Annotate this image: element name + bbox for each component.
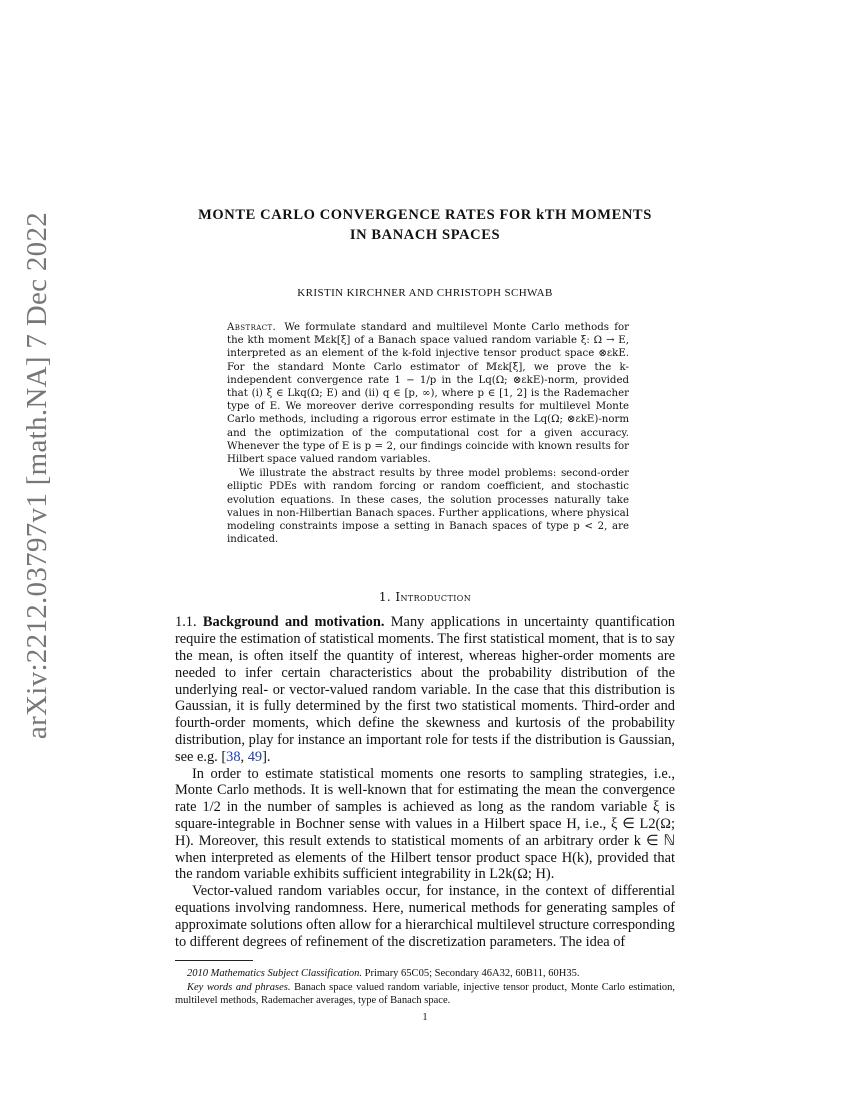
footnote-keywords xyxy=(175,981,675,1008)
section-title: 1. Introduction xyxy=(378,590,472,605)
keywords-text: Banach space valued random variable, injective tensor product, Monte Carlo estimation, multilevel methods, Rademacher averages, type of Banach space. xyxy=(175,981,676,1007)
page-content xyxy=(175,205,675,1023)
citation-separator: , xyxy=(240,748,248,765)
msc-text: Primary 65C05; Secondary 46A32, 60B11, 60H35. xyxy=(364,968,580,980)
subsection-title: Background and motivation. xyxy=(202,614,385,631)
body-paragraph-2: In order to estimate statistical moments one resorts to sampling strategies, i.e., Monte Carlo methods. It is well-known that for estimating the mean the convergence rate 1/2 in the number of samples is achieved as long as the random variable ξ is square-integrable in Bochner sense with values in a Hilbert space H, i.e., ξ ∈ L2(Ω; H). Moreover, this result extends to statistical moments of an arbitrary order k ∈ ℕ when interpreted as elements of the Hilbert tensor product space H(k), provided that the random variable exhibits sufficient integrability in L2k(Ω; H). xyxy=(175,765,675,883)
body-text xyxy=(175,614,675,950)
footnotes xyxy=(175,967,675,1007)
paragraph-1-end: ]. xyxy=(262,748,271,765)
abstract-label: Abstract. xyxy=(227,322,277,333)
citation-link[interactable]: 38 xyxy=(226,748,241,765)
subsection-number: 1.1. xyxy=(175,614,197,631)
arxiv-identifier-text: arXiv:2212.03797v1 [math.NA] 7 Dec 2022 xyxy=(21,211,54,739)
title-line-1: MONTE CARLO CONVERGENCE RATES FOR kTH MOMENTS xyxy=(198,207,652,223)
arxiv-identifier xyxy=(16,211,60,739)
abstract xyxy=(227,321,629,546)
msc-label: 2010 Mathematics Subject Classification. xyxy=(187,968,362,980)
abstract-text-1: We formulate standard and multilevel Monte Carlo methods for the kth moment 𝕄εk[ξ] of a Banach space valued random variable ξ: Ω → E, interpreted as an element of the k-fold injective tensor product space ⊗εkE. For the standard Monte Carlo estimator of 𝕄εk[ξ], we prove the k-independent convergence rate 1 − 1/p in the Lq(Ω; ⊗εkE)-norm, provided that (i) ξ ∈ Lkq(Ω; E) and (ii) q ∈ [p, ∞), where p ∈ [1, 2] is the Rademacher type of E. We moreover derive corresponding results for multilevel Monte Carlo methods, including a rigorous error estimate in the Lq(Ω; ⊗εkE)-norm and the optimization of the computational cost for a given accuracy. Whenever the type of E is p = 2, our findings coincide with known results for Hilbert space valued random variables. xyxy=(227,322,629,466)
body-paragraph-1 xyxy=(175,614,675,765)
keywords-label: Key words and phrases. xyxy=(187,981,291,993)
paper-title xyxy=(175,205,675,245)
page-number: 1 xyxy=(422,1011,428,1023)
body-paragraph-3: Vector-valued random variables occur, for instance, in the context of differential equations involving randomness. Here, numerical methods for generating samples of approximate solutions often allow for a hierarchical multilevel structure corresponding to different degrees of refinement of the discretization parameters. The idea of xyxy=(175,883,675,950)
citation-link[interactable]: 49 xyxy=(247,748,263,765)
footnote-divider xyxy=(175,960,253,961)
paragraph-1-text: Many applications in uncertainty quantification require the estimation of statistical moments. The first statistical moment, that is to say the mean, is often itself the quantity of interest, whereas higher-order moments are needed to infer certain characteristics about the probability distribution of the underlying real- or vector-valued random variable. In the case that this distribution is Gaussian, it is fully determined by the first two statistical moments. Third-order and fourth-order moments, which define the skewness and kurtosis of the probability distribution, play for instance an important role for tests if the distribution is Gaussian, see e.g. [ xyxy=(175,614,675,765)
footnote-msc xyxy=(175,967,675,980)
abstract-paragraph-1 xyxy=(227,321,629,466)
abstract-paragraph-2: We illustrate the abstract results by three model problems: second-order elliptic PDEs with random forcing or random coefficient, and stochastic evolution equations. In these cases, the solution processes naturally take values in non-Hilbertian Banach spaces. Further applications, where physical modeling constraints impose a setting in Banach spaces of type p < 2, are indicated. xyxy=(227,468,629,546)
authors: KRISTIN KIRCHNER AND CHRISTOPH SCHWAB xyxy=(297,287,553,299)
title-line-2: IN BANACH SPACES xyxy=(349,227,501,243)
